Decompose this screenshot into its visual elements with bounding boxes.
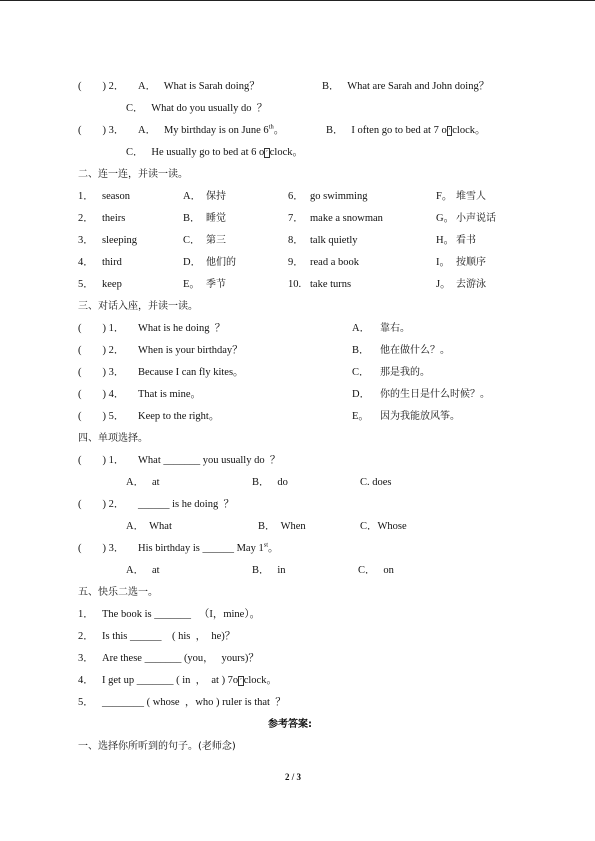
- s3-row-number: ( ) 1．: [78, 323, 125, 334]
- s3-question: What is he doing ？: [138, 323, 226, 334]
- s2-left-meaning: 第三: [206, 235, 226, 246]
- s2-left-word: season: [102, 191, 130, 202]
- s4-q2-option-b: B． When: [258, 521, 306, 532]
- s3-question: That is mine。: [138, 389, 201, 400]
- s3-answer-letter: C．: [352, 367, 370, 378]
- s4-q2-option-a: A． What: [126, 521, 172, 532]
- s3-row-number: ( ) 4．: [78, 389, 125, 400]
- s3-row-number: ( ) 2．: [78, 345, 125, 356]
- s3-answer-letter: E。: [352, 411, 369, 422]
- s2-left-letter: E。: [183, 279, 200, 290]
- s2-left-letter: D．: [183, 257, 202, 268]
- s5-item-number: 4．: [78, 675, 94, 686]
- s4-q3-option-a: A． at: [126, 565, 160, 576]
- s2-left-meaning: 保持: [206, 191, 226, 202]
- s2-right-meaning: 看书: [456, 235, 476, 246]
- s4-q3-option-b: B． in: [252, 565, 286, 576]
- s2-right-number: 9．: [288, 257, 304, 268]
- s2-right-number: 7．: [288, 213, 304, 224]
- q2-option-c: C． What do you usually do ？: [126, 103, 268, 114]
- s2-left-word: theirs: [102, 213, 126, 224]
- s4-q1-option-a: A． at: [126, 477, 160, 488]
- q3-option-a: A． My birthday is on June 6th。: [138, 123, 285, 136]
- s2-right-number: 10.: [288, 279, 302, 290]
- s4-q3-option-c: C． on: [358, 565, 394, 576]
- s4-q2-text: ______ is he doing ？: [138, 499, 234, 510]
- page-number: 2 / 3: [285, 772, 302, 782]
- s4-q2-number: ( ) 2．: [78, 499, 125, 510]
- s2-left-number: 4．: [78, 257, 94, 268]
- s4-q1-text: What _______ you usually do ？: [138, 455, 281, 466]
- s2-left-meaning: 他们的: [206, 257, 236, 268]
- answers-section1-line: 一、选择你所听到的句子。(老师念): [78, 741, 236, 752]
- s2-left-letter: B．: [183, 213, 201, 224]
- q2-option-a: A． What is Sarah doing？: [138, 81, 260, 92]
- s5-item-text: I get up _______ ( in ， at ) 7o ′ clock。: [102, 675, 277, 686]
- q2-number: ( ) 2．: [78, 81, 125, 92]
- s2-left-word: keep: [102, 279, 122, 290]
- s2-right-letter: G。: [436, 213, 455, 224]
- s2-left-word: third: [102, 257, 122, 268]
- section3-title: 三、对话入座，并读一读。: [78, 301, 198, 312]
- s3-question: When is your birthday？: [138, 345, 243, 356]
- s2-right-number: 8．: [288, 235, 304, 246]
- s3-answer: 因为我能放风筝。: [380, 411, 460, 422]
- section2-title: 二、连一连，并读一读。: [78, 169, 188, 180]
- s2-right-phrase: take turns: [310, 279, 352, 290]
- q2-option-b: B． What are Sarah and John doing？: [322, 81, 490, 92]
- s5-item-text: ________ ( whose ，who ) ruler is that ？: [102, 697, 286, 708]
- s2-right-phrase: go swimming: [310, 191, 368, 202]
- s5-item-number: 2．: [78, 631, 94, 642]
- s2-left-letter: A．: [183, 191, 202, 202]
- section5-title: 五、快乐二选一。: [78, 587, 158, 598]
- s2-right-letter: F。: [436, 191, 453, 202]
- s4-q1-option-c: C. does: [360, 477, 392, 488]
- s2-right-phrase: read a book: [310, 257, 359, 268]
- s3-answer-letter: B．: [352, 345, 370, 356]
- s4-q1-number: ( ) 1．: [78, 455, 125, 466]
- s2-left-number: 2．: [78, 213, 94, 224]
- q3-option-c: C． He usually go to bed at 6 o ′ clock。: [126, 147, 304, 158]
- s3-answer: 你的生日是什么时候？。: [380, 389, 490, 400]
- s3-answer: 靠右。: [380, 323, 410, 334]
- s2-right-letter: J。: [436, 279, 451, 290]
- s2-left-meaning: 睡觉: [206, 213, 226, 224]
- s3-row-number: ( ) 5．: [78, 411, 125, 422]
- s3-answer: 他在做什么？。: [380, 345, 450, 356]
- s2-left-meaning: 季节: [206, 279, 226, 290]
- s5-item-text: Is this ______ ( his ， he)？: [102, 631, 236, 642]
- s2-right-letter: H。: [436, 235, 455, 246]
- s3-answer-letter: D．: [352, 389, 371, 400]
- s5-item-number: 5．: [78, 697, 94, 708]
- s2-left-number: 3．: [78, 235, 94, 246]
- s4-q1-option-b: B． do: [252, 477, 288, 488]
- s3-answer: 那是我的。: [380, 367, 430, 378]
- s2-right-phrase: make a snowman: [310, 213, 383, 224]
- section4-title: 四、单项选择。: [78, 433, 148, 444]
- s2-right-letter: I。: [436, 257, 450, 268]
- s2-right-phrase: talk quietly: [310, 235, 358, 246]
- s4-q3-number: ( ) 3．: [78, 543, 125, 554]
- q3-number: ( ) 3．: [78, 125, 125, 136]
- top-border-line: [0, 0, 595, 1]
- s3-row-number: ( ) 3．: [78, 367, 125, 378]
- s2-left-letter: C．: [183, 235, 201, 246]
- s2-left-number: 1．: [78, 191, 94, 202]
- s2-right-meaning: 按顺序: [456, 257, 486, 268]
- s3-question: Keep to the right。: [138, 411, 220, 422]
- s2-left-word: sleeping: [102, 235, 137, 246]
- s5-item-number: 1．: [78, 609, 94, 620]
- s3-question: Because I can fly kites。: [138, 367, 244, 378]
- s4-q2-option-c: C．Whose: [360, 521, 407, 532]
- s5-item-number: 3．: [78, 653, 94, 664]
- s4-q3-text: His birthday is ______ May 1st。: [138, 541, 279, 554]
- s2-left-number: 5．: [78, 279, 94, 290]
- answers-heading: 参考答案:: [268, 719, 312, 730]
- s3-answer-letter: A．: [352, 323, 371, 334]
- s5-item-text: Are these _______ (you， yours)？: [102, 653, 259, 664]
- s2-right-number: 6．: [288, 191, 304, 202]
- s2-right-meaning: 堆雪人: [456, 191, 486, 202]
- s5-item-text: The book is _______ （I，mine）。: [102, 609, 261, 620]
- q3-option-b: B． I often go to bed at 7 o ′ clock。: [326, 125, 486, 136]
- s2-right-meaning: 小声说话: [456, 213, 496, 224]
- s2-right-meaning: 去游泳: [456, 279, 486, 290]
